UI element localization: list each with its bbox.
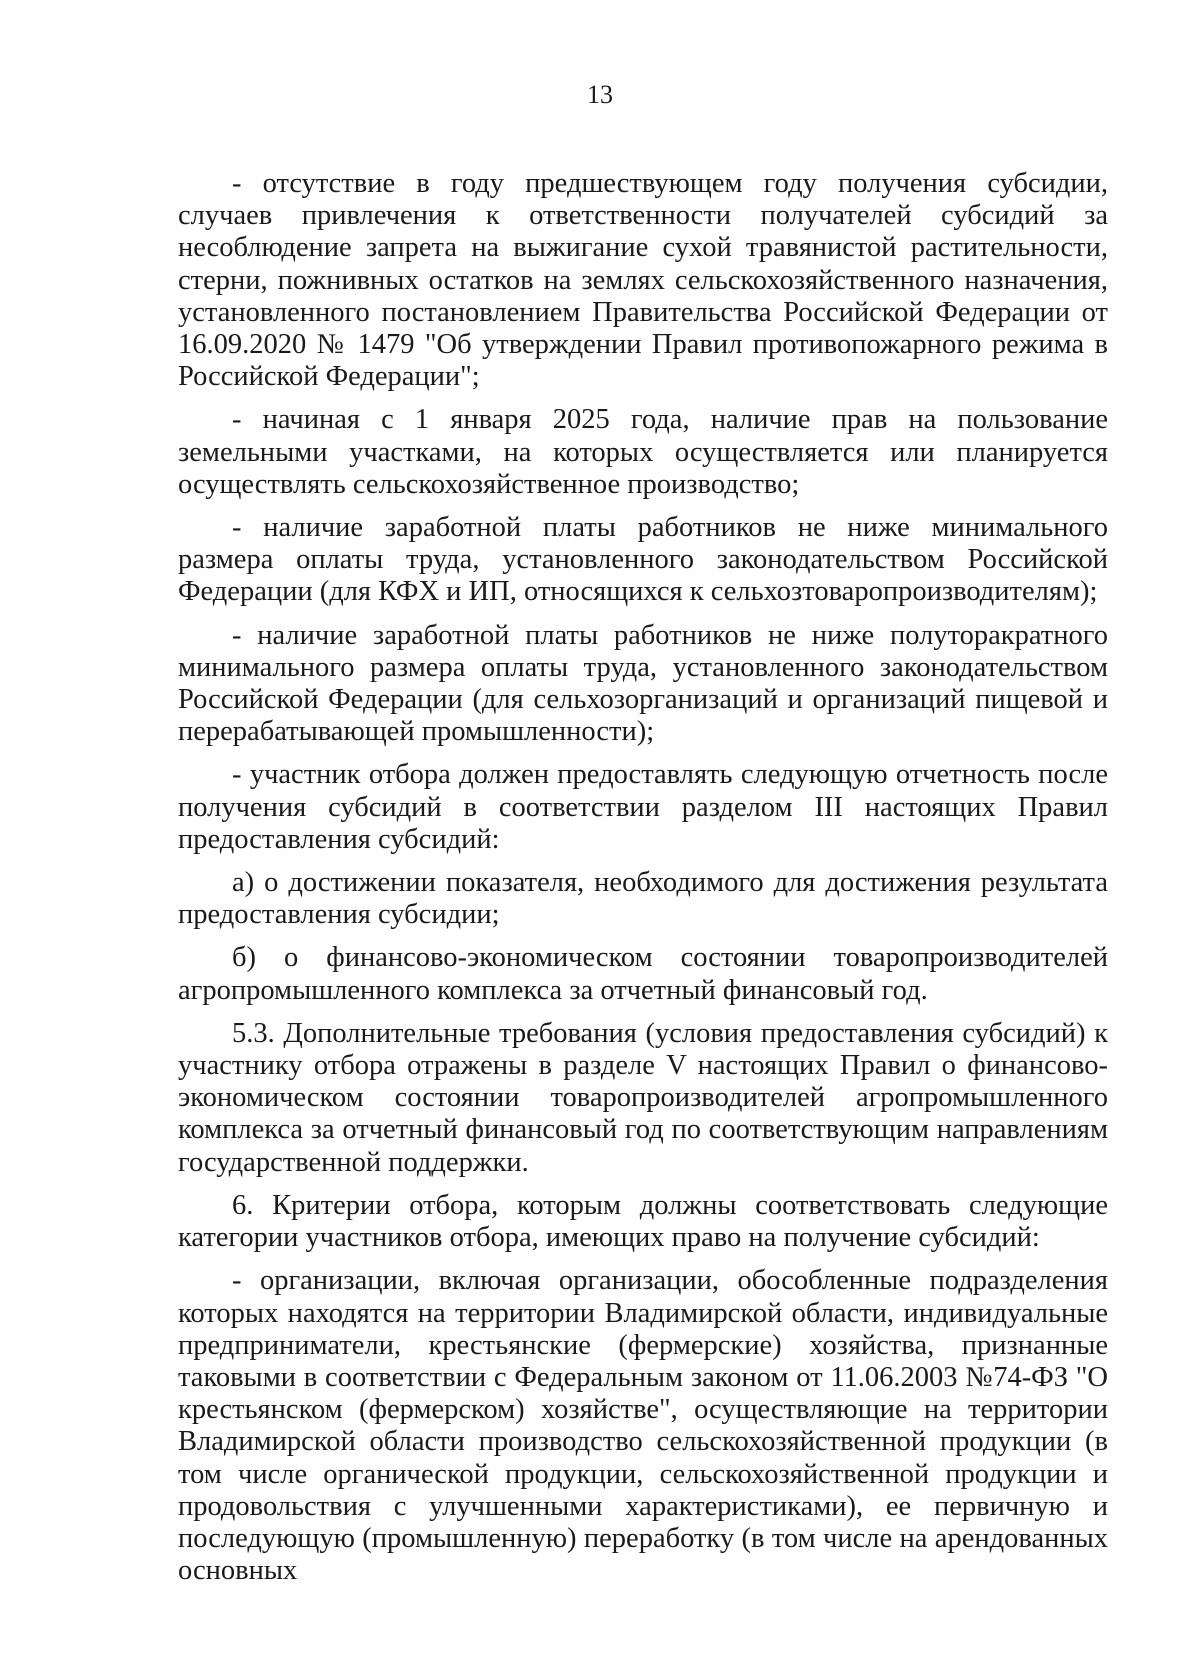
paragraph-report-a: а) о достижении показателя, необходимого для достижения результата предоставления субсидии; — [178, 867, 1108, 931]
paragraph-organizations: - организации, включая организации, обособленные подразделения которых находятся на территории Владимирской области, индивидуальные предприниматели, крестьянские (фермерские) хозяйства, признанные таковыми в соответствии с Федеральным законом от 11.06.2003 №74-ФЗ "О крестьянском (фермерском) хозяйстве", осуществляющие на территории Владимирской области производство сельскохозяйственной продукции (в том числе органической продукции, сельскохозяйственной продукции и продовольствия с улучшенными характеристиками), ее первичную и последующую (промышленную) переработку (в том числе на арендованных основных — [178, 1265, 1108, 1587]
document-body — [178, 168, 1108, 1598]
paragraph-section-6: 6. Критерии отбора, которым должны соответствовать следующие категории участников отбора, имеющих право на получение субсидий: — [178, 1189, 1108, 1254]
paragraph-reporting: - участник отбора должен предоставлять следующую отчетность после получения субсидий в соответствии разделом III настоящих Правил предоставления субсидий: — [178, 759, 1108, 855]
paragraph-report-b: б) о финансово-экономическом состоянии товаропроизводителей агропромышленного комплекса за отчетный финансовый год. — [178, 942, 1108, 1006]
paragraph-land-rights: - начиная с 1 января 2025 года, наличие прав на пользование земельными участками, на которых осуществляется или планируется осуществлять сельскохозяйственное производство; — [178, 404, 1108, 500]
paragraph-no-violations: - отсутствие в году предшествующем году получения субсидии, случаев привлечения к ответственности получателей субсидий за несоблюдение запрета на выжигание сухой травянистой растительности, стерни, пожнивных остатков на землях сельскохозяйственного назначения, установленного постановлением Правительства Российской Федерации от 16.09.2020 № 1479 "Об утверждении Правил противопожарного режима в Российской Федерации"; — [178, 168, 1108, 393]
paragraph-section-5-3: 5.3. Дополнительные требования (условия предоставления субсидий) к участнику отбора отражены в разделе V настоящих Правил о финансово-экономическом состоянии товаропроизводителей агропромышленного комплекса за отчетный финансовый год по соответствующим направлениям государственной поддержки. — [178, 1017, 1108, 1178]
paragraph-min-wage-kfh: - наличие заработной платы работников не ниже минимального размера оплаты труда, установленного законодательством Российской Федерации (для КФХ и ИП, относящихся к сельхозтоваропроизводителям); — [178, 512, 1108, 608]
paragraph-min-wage-organizations: - наличие заработной платы работников не ниже полуторакратного минимального размера оплаты труда, установленного законодательством Российской Федерации (для сельхозорганизаций и организаций пищевой и перерабатывающей промышленности); — [178, 619, 1108, 748]
page-number: 13 — [587, 80, 613, 109]
